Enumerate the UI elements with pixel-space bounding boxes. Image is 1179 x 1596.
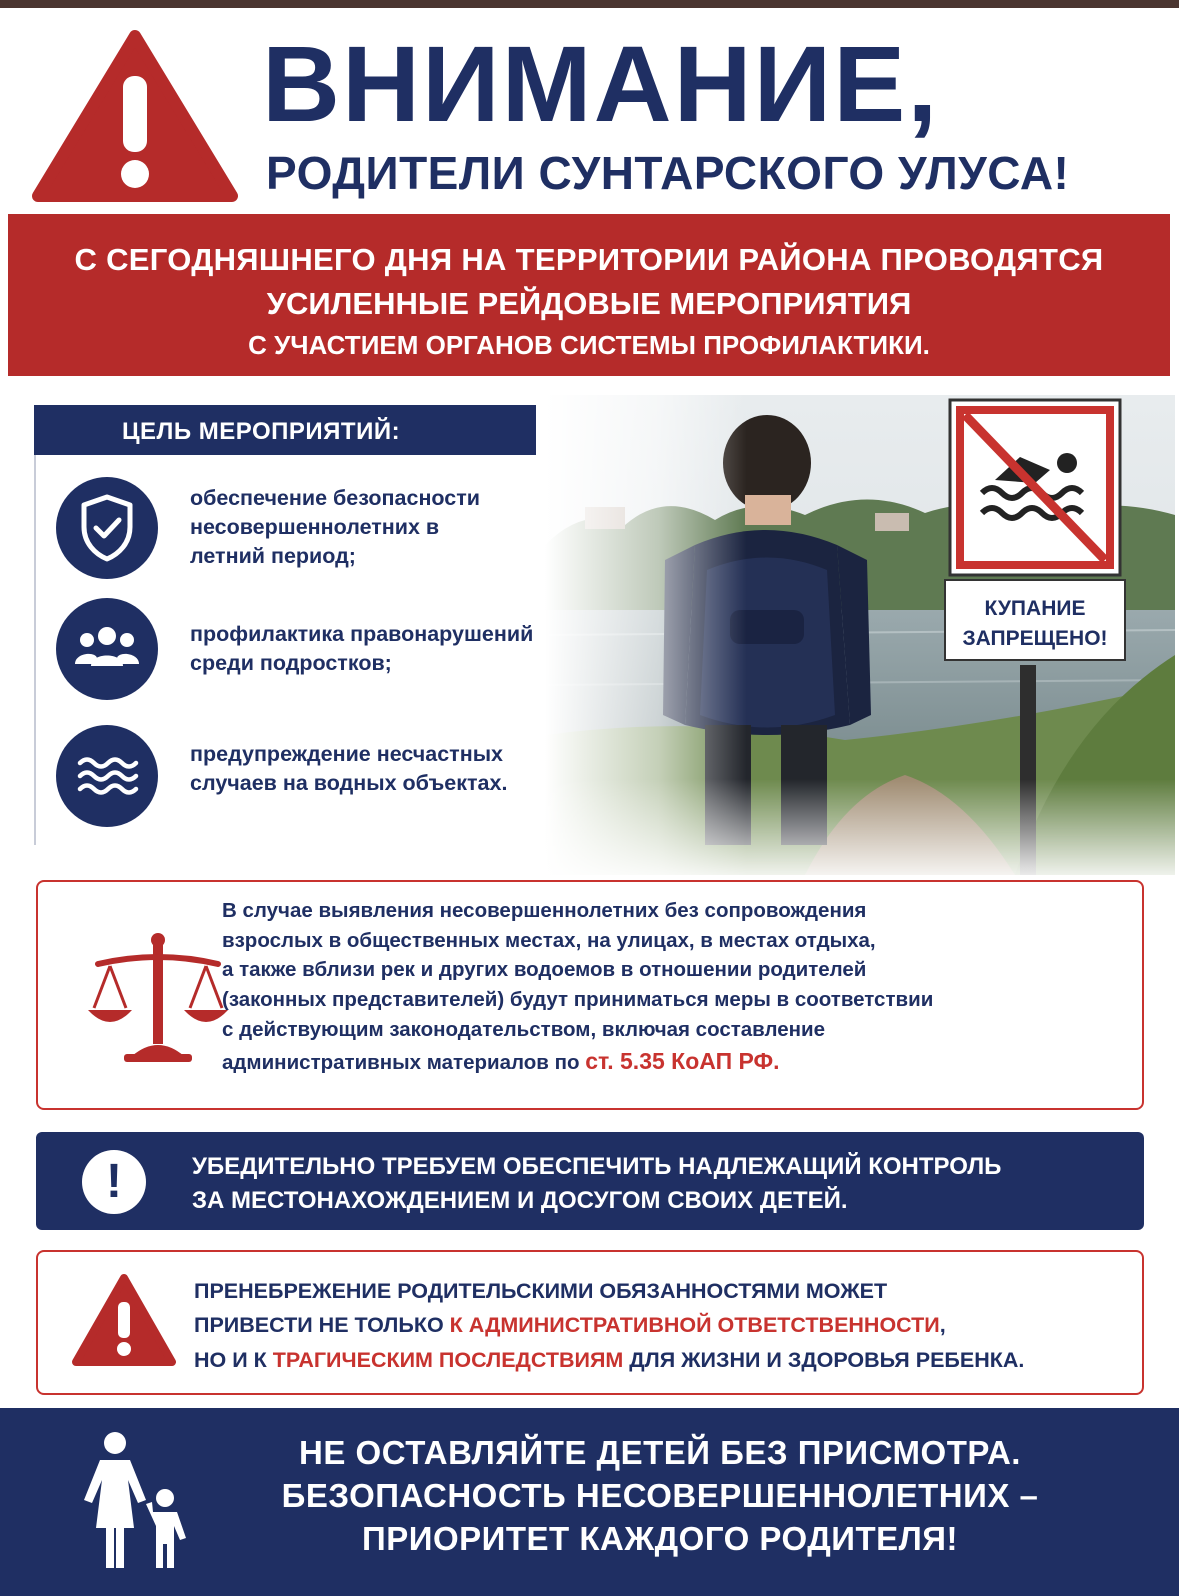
footer-text xyxy=(210,1432,1110,1561)
top-strip xyxy=(0,0,1179,8)
footer-banner xyxy=(0,1408,1179,1596)
legal-line: а также вблизи рек и других водоемов в отношении родителей xyxy=(222,958,867,982)
warning-line xyxy=(194,1308,1134,1342)
scales-of-justice-icon xyxy=(88,930,228,1070)
goal-item xyxy=(190,484,590,572)
control-notice-text xyxy=(192,1150,1132,1217)
notice-line: УБЕДИТЕЛЬНО ТРЕБУЕМ ОБЕСПЕЧИТЬ НАДЛЕЖАЩИЙ КОНТРОЛЬ xyxy=(192,1153,1002,1180)
boy-by-river-photo xyxy=(545,395,1175,875)
people-group-icon xyxy=(56,598,158,700)
warning-text-part: ДЛЯ ЖИЗНИ И ЗДОРОВЬЯ РЕБЕНКА. xyxy=(623,1347,1025,1372)
goal-item-line: случаев на водных объектах. xyxy=(190,771,508,796)
goal-item xyxy=(190,620,590,678)
page-subtitle: РОДИТЕЛИ СУНТАРСКОГО УЛУСА! xyxy=(266,147,1070,199)
goal-item-line: летний период; xyxy=(190,544,356,569)
announcement-line: УСИЛЕННЫЕ РЕЙДОВЫЕ МЕРОПРИЯТИЯ xyxy=(266,286,912,321)
goals-divider xyxy=(34,455,36,845)
announcement-line: С СЕГОДНЯШНЕГО ДНЯ НА ТЕРРИТОРИИ РАЙОНА ПРОВОДЯТСЯ xyxy=(74,242,1104,277)
consequences-warning-text xyxy=(194,1274,1134,1377)
warning-triangle-icon xyxy=(72,1272,176,1368)
announcement-line: С УЧАСТИЕМ ОРГАНОВ СИСТЕМЫ ПРОФИЛАКТИКИ. xyxy=(248,330,930,360)
parent-child-icon xyxy=(70,1428,200,1578)
announcement-band xyxy=(8,214,1170,376)
goal-item-line: несовершеннолетних в xyxy=(190,515,440,540)
goal-item xyxy=(190,740,590,798)
goal-item-line: среди подростков; xyxy=(190,651,392,676)
footer-line: ПРИОРИТЕТ КАЖДОГО РОДИТЕЛЯ! xyxy=(362,1519,958,1557)
goal-item-line: профилактика правонарушений xyxy=(190,622,534,646)
warning-line xyxy=(194,1343,1134,1377)
water-waves-icon xyxy=(56,725,158,827)
goal-item-line: предупреждение несчастных xyxy=(190,742,504,766)
footer-line: БЕЗОПАСНОСТЬ НЕСОВЕРШЕННОЛЕТНИХ – xyxy=(281,1476,1039,1514)
legal-notice-box xyxy=(36,880,1144,1110)
warning-line: ПРЕНЕБРЕЖЕНИЕ РОДИТЕЛЬСКИМИ ОБЯЗАННОСТЯМИ МОЖЕТ xyxy=(194,1279,888,1303)
legal-line: (законных представителей) будут приниматься меры в соответствии xyxy=(222,988,934,1012)
legal-line: с действующим законодательством, включая составление xyxy=(222,1017,826,1041)
control-notice-box xyxy=(36,1132,1144,1230)
warning-text-part: НО И К xyxy=(194,1347,273,1372)
legal-line-prefix: административных материалов по xyxy=(222,1050,586,1074)
page-title: ВНИМАНИЕ, xyxy=(262,23,940,144)
shield-check-icon xyxy=(56,477,158,579)
legal-line xyxy=(222,1045,1122,1078)
goals-heading: ЦЕЛЬ МЕРОПРИЯТИЙ: xyxy=(34,405,536,455)
legal-line: взрослых в общественных местах, на улицах, в местах отдыха, xyxy=(222,928,876,952)
goal-item-line: обеспечение безопасности xyxy=(190,486,480,510)
warning-highlight: ТРАГИЧЕСКИМ ПОСЛЕДСТВИЯМ xyxy=(272,1347,624,1372)
warning-highlight: К АДМИНИСТРАТИВНОЙ ОТВЕТСТВЕННОСТИ xyxy=(449,1313,940,1338)
warning-triangle-icon xyxy=(30,28,240,203)
consequences-warning-box xyxy=(36,1250,1144,1395)
legal-text xyxy=(222,896,1122,1078)
legal-line: В случае выявления несовершеннолетних без сопровождения xyxy=(222,899,867,922)
footer-line: НЕ ОСТАВЛЯЙТЕ ДЕТЕЙ БЕЗ ПРИСМОТРА. xyxy=(299,1434,1021,1471)
notice-line: ЗА МЕСТОНАХОЖДЕНИЕМ И ДОСУГОМ СВОИХ ДЕТЕЙ. xyxy=(192,1186,848,1214)
warning-text-part: , xyxy=(939,1313,946,1338)
exclamation-icon: ! xyxy=(82,1150,146,1214)
law-article-reference: ст. 5.35 КоАП РФ. xyxy=(585,1047,780,1074)
warning-text-part: ПРИВЕСТИ НЕ ТОЛЬКО xyxy=(194,1313,450,1338)
